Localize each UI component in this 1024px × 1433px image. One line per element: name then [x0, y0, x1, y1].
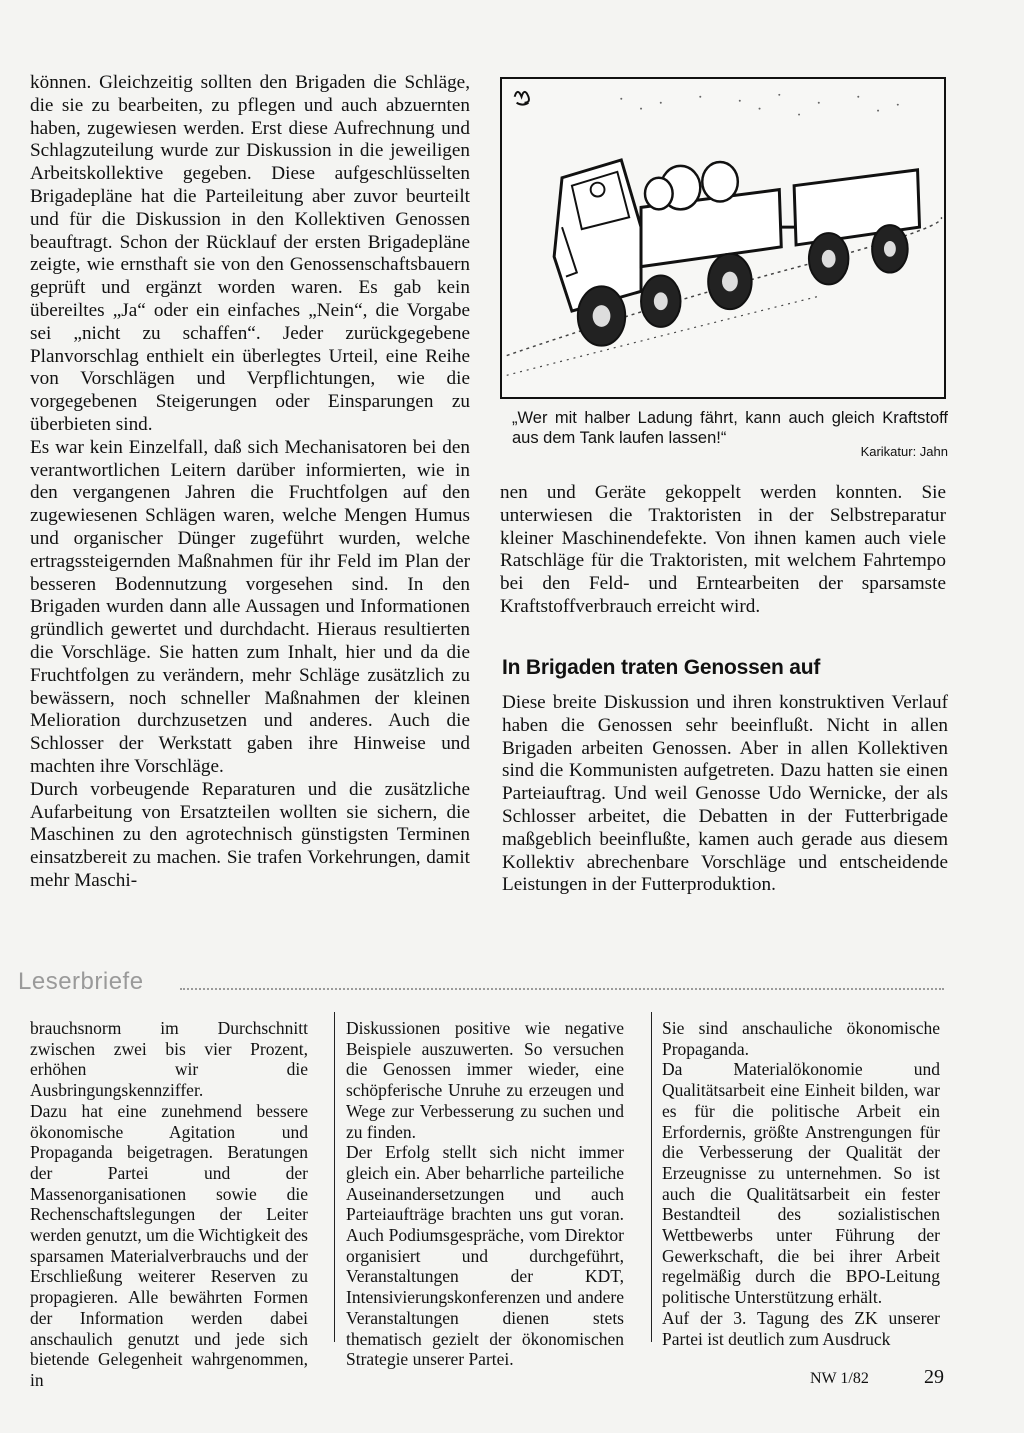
truck-cartoon-drawing: [502, 79, 944, 397]
letters-column-2: [346, 1018, 624, 1370]
cartoon-caption: „Wer mit halber Ladung fährt, kann auch gleich Kraftstoff aus dem Tank laufen lassen!“: [512, 409, 948, 447]
paragraph: Es war kein Einzelfall, daß sich Mechanisatoren bei den verantwortlichen Leitern darüber informierten, wie in den vergangenen Jahren die Fruchtfolgen auf den zugewiesenen Schlägen waren, welche Mengen Humus und organischer Dünger zugeführt wurden, welche ertragssteigernden Maßnahmen für ihr Feld im Plan der besseren Bodennutzung vorgesehen sind. In den Brigaden wurden dann alle Aussagen und Informationen gründlich gewertet und durchdacht. Hieraus resultierten die Vorschläge. Sie hatten zum Inhalt, hier und da die Fruchtfolgen zu verändern, mehr Schläge zusätzlich zu bewässern, noch schneller Maßnahmen der kleinen Melioration durchzusetzen und anderes. Auch die Schlosser der Werkstatt gaben ihre Hinweise und machten ihre Vorschläge.: [30, 436, 470, 777]
paragraph: Der Erfolg stellt sich nicht immer gleich ein. Aber beharrliche parteiliche Auseinandersetzungen und auch Parteiaufträge brachten uns gut voran. Auch Podiumsgespräche, vom Direktor organisiert und durchgeführt, Veranstaltungen der KDT, Intensivierungskonferenzen und andere Veranstaltungen dienen stets thematisch gezielt der ökonomischen Strategie unserer Partei.: [346, 1142, 624, 1370]
cartoon-illustration: [500, 77, 946, 399]
column-divider: [334, 1012, 335, 1342]
paragraph: Diskussionen positive wie negative Beispiele auszuwerten. So versuchen die Genossen immer wieder, eine schöpferische Unruhe zu erzeugen und Wege zur Verbesserung zu suchen und zu finden.: [346, 1018, 624, 1142]
cartoon-credit: Karikatur: Jahn: [860, 444, 948, 459]
letters-section-title: Leserbriefe: [18, 968, 144, 995]
issue-label: NW 1/82: [810, 1370, 869, 1387]
paragraph: Durch vorbeugende Reparaturen und die zusätzliche Aufarbeitung von Ersatzteilen wollten sie sichern, die Maschinen zu den agrotechnisch günstigsten Terminen einsatzbereit zu machen. Sie trafen Vorkehrungen, damit mehr Maschi-: [30, 778, 470, 891]
paragraph: Da Materialökonomie und Qualitätsarbeit eine Einheit bilden, war es für die politische Arbeit ein Erfordernis, größte Anstrengungen für die Verbesserung der Qualität der Erzeugnisse zu unternehmen. So ist auch die Qualitätsarbeit ein fester Bestandteil des sozialistischen Wettbewerbs unter Führung der Gewerkschaft, die bei ihrer Arbeit regelmäßig durch die BPO-Leitung politische Unterstützung erhält.: [662, 1059, 940, 1308]
paragraph: Dazu hat eine zunehmend bessere ökonomische Agitation und Propaganda beigetragen. Beratungen der Partei und der Massenorganisationen sowie die Rechenschaftslegungen der Leiter werden genutzt, um die Wichtigkeit des sparsamen Materialverbrauchs und der Erschließung weiterer Reserven zu propagieren. Alle bewährten Formen der Information werden dabei anschaulich genutzt und jede sich bietende Gelegenheit wahrgenommen, in: [30, 1100, 308, 1390]
letters-column-1: [30, 1018, 308, 1391]
paragraph: nen und Geräte gekoppelt werden konnten. Sie unterwiesen die Traktoristen in der Selbstreparatur kleiner Maschinendefekte. Von ihnen kamen auch viele Ratschläge für die Traktoristen, mit welchem Fahrtempo bei den Feld- und Erntearbeiten der sparsamste Kraftstoffverbrauch erreicht wird.: [500, 482, 946, 617]
article-left-column: [30, 72, 470, 893]
paragraph: Diese breite Diskussion und ihren konstruktiven Verlauf haben die Genossen sehr beeinflußt. Nicht in allen Brigaden arbeiten Genossen. Aber in allen Kollektiven sind die Kommunisten aufgetreten. Dazu hatten sie einen Parteiauftrag. Und weil Genosse Udo Wernicke, der als Schlosser arbeitet, die Debatten in der Futterbrigade maßgeblich beeinflußte, kamen auch gerade aus diesem Kollektiv abrechenbare Vorschläge und entscheidende Leistungen in der Futterproduktion.: [502, 692, 948, 896]
page-number: 29: [924, 1366, 944, 1388]
paragraph: Sie sind anschauliche ökonomische Propaganda.: [662, 1018, 940, 1059]
paragraph: können. Gleichzeitig sollten den Brigaden die Schläge, die sie zu bearbeiten, zu pflegen und auch abzuernten haben, zugewiesen werden. Erst diese Aufrechnung und Schlagzuteilung wurde zur Diskussion in die jeweiligen Arbeitskollektive gegeben. Diese aufgeschlüsselten Brigadepläne hat die Parteileitung aber zuvor beurteilt und für die Diskussion in den Kollektiven Genossen beauftragt. Schon der Rücklauf der ersten Brigadepläne zeigte, wie ernsthaft sie von den Genossenschaftsbauern geprüft und ergänzt worden waren. Es gab kein übereiltes „Ja“ oder ein einfaches „Nein“, die Vorgabe sei „nicht zu schaffen“. Jeder zurückgegebene Planvorschlag enthielt ein überlegtes Urteil, eine Reihe von Vorschlägen und Verpflichtungen, wie die vorgegebenen Steigerungen oder Einsparungen zu überbieten sind.: [30, 72, 470, 435]
column-divider: [651, 1012, 652, 1342]
section-heading: In Brigaden traten Genossen auf: [502, 656, 821, 679]
letters-column-3: [662, 1018, 940, 1349]
paragraph: brauchsnorm im Durchschnitt zwischen zwei bis vier Prozent, erhöhen wir die Ausbringungskennziffer.: [30, 1018, 308, 1101]
article-section-body: [502, 692, 948, 897]
article-right-continuation: [500, 482, 946, 619]
paragraph: Auf der 3. Tagung des ZK unserer Partei ist deutlich zum Ausdruck: [662, 1307, 940, 1349]
letters-divider: [180, 988, 944, 990]
